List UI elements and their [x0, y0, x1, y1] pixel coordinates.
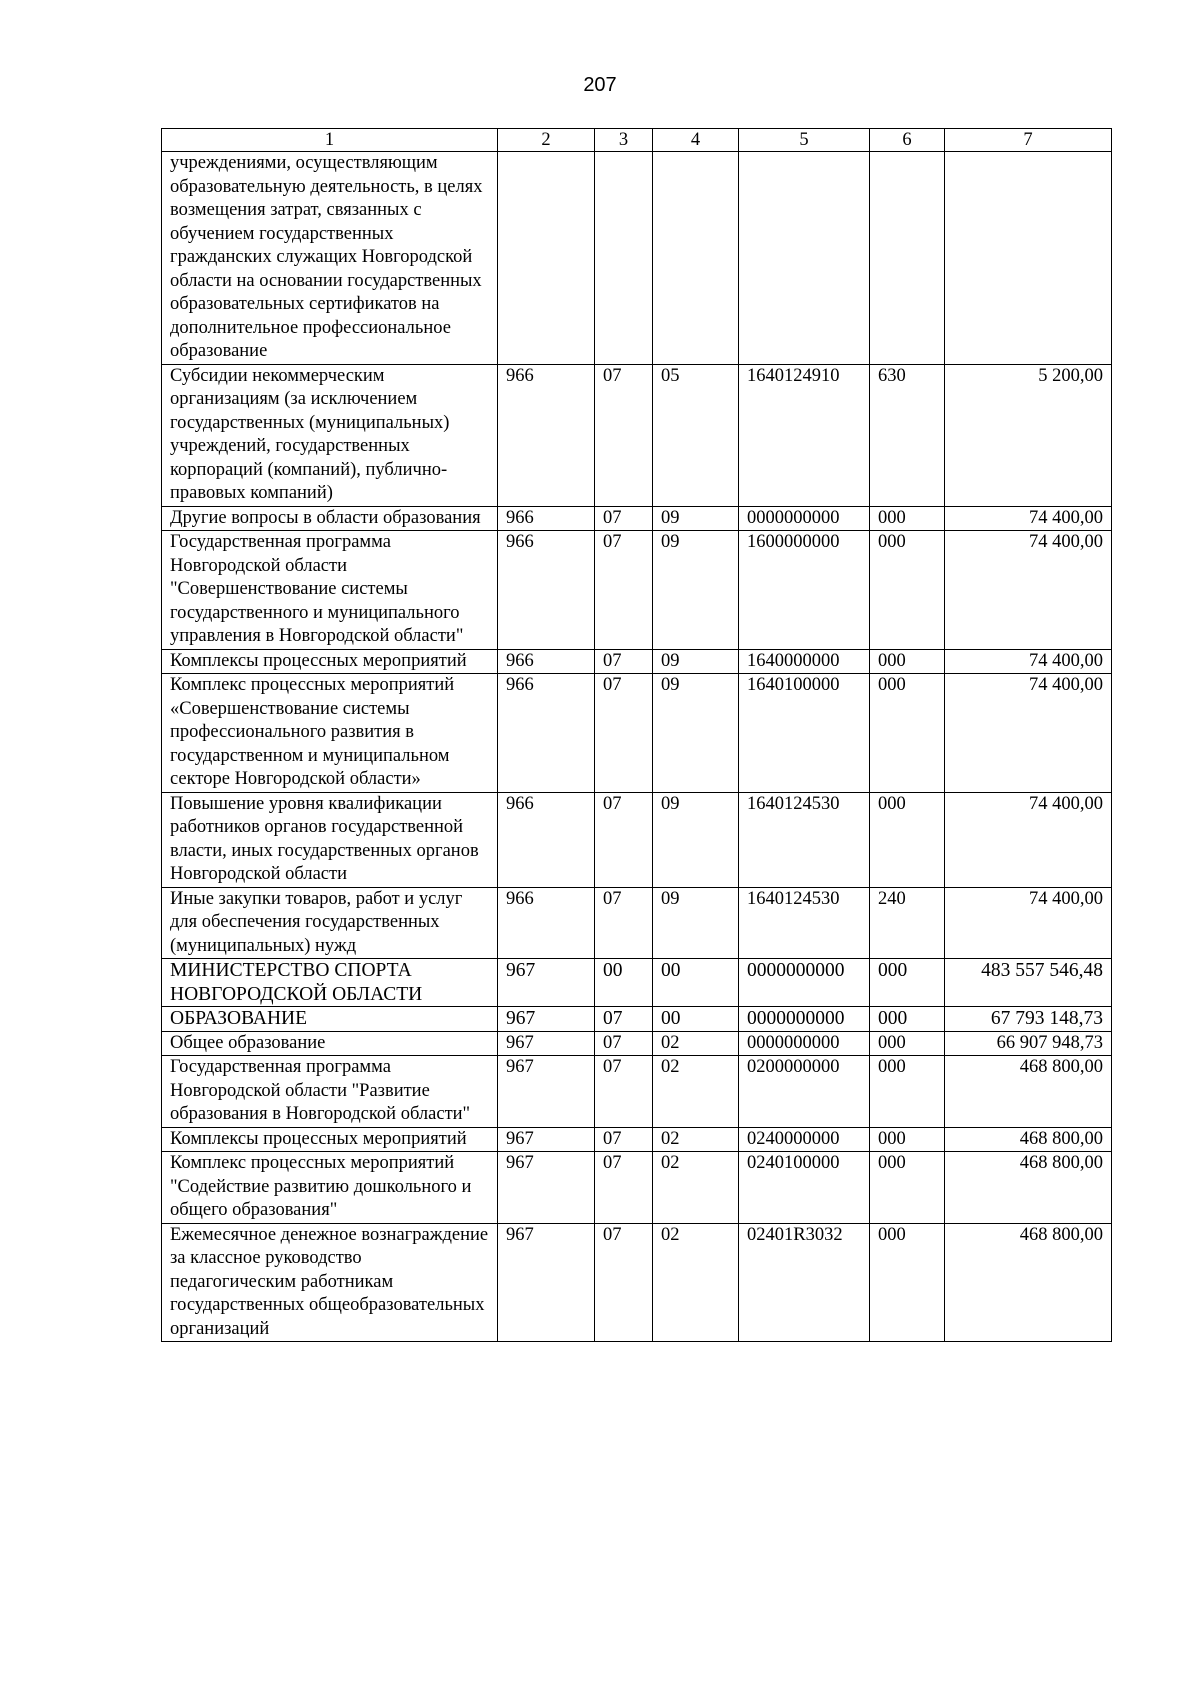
- cell-target-article: 1640000000: [739, 649, 870, 674]
- header-row: [162, 129, 1112, 152]
- cell-amount: 67 793 148,73: [945, 1007, 1112, 1032]
- cell-subsection: 02: [653, 1152, 739, 1224]
- cell-expense-type: 630: [870, 364, 945, 506]
- cell-target-article: 0200000000: [739, 1056, 870, 1128]
- cell-grbs: 967: [498, 1031, 595, 1056]
- cell-grbs: 966: [498, 531, 595, 650]
- cell-expense-type: 000: [870, 531, 945, 650]
- cell-name: МИНИСТЕРСТВО СПОРТА НОВГОРОДСКОЙ ОБЛАСТИ: [162, 959, 498, 1007]
- cell-section: 07: [595, 1056, 653, 1128]
- table-row: [162, 506, 1112, 531]
- cell-name: Общее образование: [162, 1031, 498, 1056]
- cell-name: Комплексы процессных мероприятий: [162, 1127, 498, 1152]
- cell-subsection: 00: [653, 959, 739, 1007]
- column-header: 3: [595, 129, 653, 152]
- cell-section: [595, 152, 653, 365]
- column-header: 1: [162, 129, 498, 152]
- cell-expense-type: 240: [870, 887, 945, 959]
- cell-expense-type: 000: [870, 1223, 945, 1342]
- cell-expense-type: 000: [870, 1127, 945, 1152]
- cell-subsection: [653, 152, 739, 365]
- cell-section: 07: [595, 1127, 653, 1152]
- cell-subsection: 09: [653, 792, 739, 887]
- cell-section: 07: [595, 792, 653, 887]
- cell-expense-type: 000: [870, 1152, 945, 1224]
- cell-name: Комплексы процессных мероприятий: [162, 649, 498, 674]
- cell-amount: 468 800,00: [945, 1127, 1112, 1152]
- cell-subsection: 09: [653, 506, 739, 531]
- cell-subsection: 09: [653, 531, 739, 650]
- cell-expense-type: 000: [870, 1056, 945, 1128]
- cell-grbs: [498, 152, 595, 365]
- cell-name: Иные закупки товаров, работ и услуг для обеспечения государственных (муниципальных) нужд: [162, 887, 498, 959]
- cell-name: Ежемесячное денежное вознаграждение за классное руководство педагогическим работникам государственных общеобразовательных организаций: [162, 1223, 498, 1342]
- cell-section: 07: [595, 1007, 653, 1032]
- cell-section: 07: [595, 887, 653, 959]
- cell-target-article: 1640124530: [739, 792, 870, 887]
- cell-target-article: 1640124910: [739, 364, 870, 506]
- cell-name: ОБРАЗОВАНИЕ: [162, 1007, 498, 1032]
- cell-target-article: 0000000000: [739, 959, 870, 1007]
- cell-target-article: 0000000000: [739, 1031, 870, 1056]
- cell-target-article: 1640100000: [739, 674, 870, 793]
- cell-expense-type: 000: [870, 1007, 945, 1032]
- cell-subsection: 09: [653, 887, 739, 959]
- cell-target-article: [739, 152, 870, 365]
- cell-subsection: 02: [653, 1031, 739, 1056]
- cell-section: 07: [595, 1223, 653, 1342]
- cell-name: учреждениями, осуществляющим образовательную деятельность, в целях возмещения затрат, связанных с обучением государственных гражданских служащих Новгородской области на основании государственных образовательных сертификатов на дополнительное профессиональное образование: [162, 152, 498, 365]
- cell-section: 00: [595, 959, 653, 1007]
- cell-subsection: 02: [653, 1056, 739, 1128]
- cell-target-article: 1600000000: [739, 531, 870, 650]
- cell-name: Комплекс процессных мероприятий «Совершенствование системы профессионального развития в государственном и муниципальном секторе Новгородской области»: [162, 674, 498, 793]
- cell-amount: 468 800,00: [945, 1056, 1112, 1128]
- table-row: [162, 887, 1112, 959]
- cell-section: 07: [595, 649, 653, 674]
- cell-target-article: 02401R3032: [739, 1223, 870, 1342]
- cell-section: 07: [595, 364, 653, 506]
- column-header: 2: [498, 129, 595, 152]
- cell-grbs: 966: [498, 506, 595, 531]
- cell-expense-type: 000: [870, 1031, 945, 1056]
- table-row: [162, 959, 1112, 1007]
- table-row: [162, 364, 1112, 506]
- cell-grbs: 966: [498, 649, 595, 674]
- cell-section: 07: [595, 531, 653, 650]
- cell-target-article: 0240000000: [739, 1127, 870, 1152]
- table-row: [162, 1007, 1112, 1032]
- cell-name: Государственная программа Новгородской области "Совершенствование системы государственного и муниципального управления в Новгородской области": [162, 531, 498, 650]
- cell-amount: 74 400,00: [945, 792, 1112, 887]
- cell-target-article: 0240100000: [739, 1152, 870, 1224]
- cell-subsection: 00: [653, 1007, 739, 1032]
- table-row: [162, 792, 1112, 887]
- cell-section: 07: [595, 1152, 653, 1224]
- cell-amount: 5 200,00: [945, 364, 1112, 506]
- table-row: [162, 1127, 1112, 1152]
- cell-expense-type: 000: [870, 792, 945, 887]
- cell-grbs: 966: [498, 887, 595, 959]
- cell-grbs: 966: [498, 364, 595, 506]
- cell-amount: 74 400,00: [945, 674, 1112, 793]
- cell-subsection: 02: [653, 1127, 739, 1152]
- cell-amount: [945, 152, 1112, 365]
- cell-amount: 468 800,00: [945, 1152, 1112, 1224]
- cell-expense-type: 000: [870, 674, 945, 793]
- cell-name: Другие вопросы в области образования: [162, 506, 498, 531]
- cell-expense-type: [870, 152, 945, 365]
- cell-section: 07: [595, 1031, 653, 1056]
- cell-expense-type: 000: [870, 506, 945, 531]
- cell-name: Государственная программа Новгородской области "Развитие образования в Новгородской области": [162, 1056, 498, 1128]
- cell-name: Субсидии некоммерческим организациям (за исключением государственных (муниципальных) учреждений, государственных корпораций (компаний), публично-правовых компаний): [162, 364, 498, 506]
- cell-subsection: 02: [653, 1223, 739, 1342]
- table-row: [162, 649, 1112, 674]
- cell-amount: 74 400,00: [945, 887, 1112, 959]
- cell-name: Повышение уровня квалификации работников органов государственной власти, иных государственных органов Новгородской области: [162, 792, 498, 887]
- cell-subsection: 05: [653, 364, 739, 506]
- cell-expense-type: 000: [870, 959, 945, 1007]
- cell-target-article: 0000000000: [739, 1007, 870, 1032]
- cell-amount: 468 800,00: [945, 1223, 1112, 1342]
- table-row: [162, 1056, 1112, 1128]
- cell-expense-type: 000: [870, 649, 945, 674]
- cell-amount: 74 400,00: [945, 506, 1112, 531]
- column-header: 7: [945, 129, 1112, 152]
- cell-grbs: 966: [498, 792, 595, 887]
- cell-amount: 74 400,00: [945, 531, 1112, 650]
- budget-table: [161, 128, 1112, 1342]
- cell-grbs: 967: [498, 1056, 595, 1128]
- table-row: [162, 1031, 1112, 1056]
- cell-grbs: 967: [498, 1223, 595, 1342]
- cell-amount: 483 557 546,48: [945, 959, 1112, 1007]
- column-header: 5: [739, 129, 870, 152]
- column-header: 4: [653, 129, 739, 152]
- page-number: 207: [583, 74, 617, 96]
- cell-target-article: 1640124530: [739, 887, 870, 959]
- cell-grbs: 967: [498, 1152, 595, 1224]
- cell-amount: 66 907 948,73: [945, 1031, 1112, 1056]
- cell-grbs: 967: [498, 1007, 595, 1032]
- table-row: [162, 1223, 1112, 1342]
- cell-name: Комплекс процессных мероприятий "Содействие развитию дошкольного и общего образования": [162, 1152, 498, 1224]
- table-row: [162, 674, 1112, 793]
- cell-subsection: 09: [653, 674, 739, 793]
- cell-subsection: 09: [653, 649, 739, 674]
- cell-grbs: 966: [498, 674, 595, 793]
- cell-amount: 74 400,00: [945, 649, 1112, 674]
- cell-section: 07: [595, 674, 653, 793]
- column-header: 6: [870, 129, 945, 152]
- table-row: [162, 531, 1112, 650]
- table-row: [162, 1152, 1112, 1224]
- cell-section: 07: [595, 506, 653, 531]
- cell-grbs: 967: [498, 1127, 595, 1152]
- cell-target-article: 0000000000: [739, 506, 870, 531]
- table-row: [162, 152, 1112, 365]
- cell-grbs: 967: [498, 959, 595, 1007]
